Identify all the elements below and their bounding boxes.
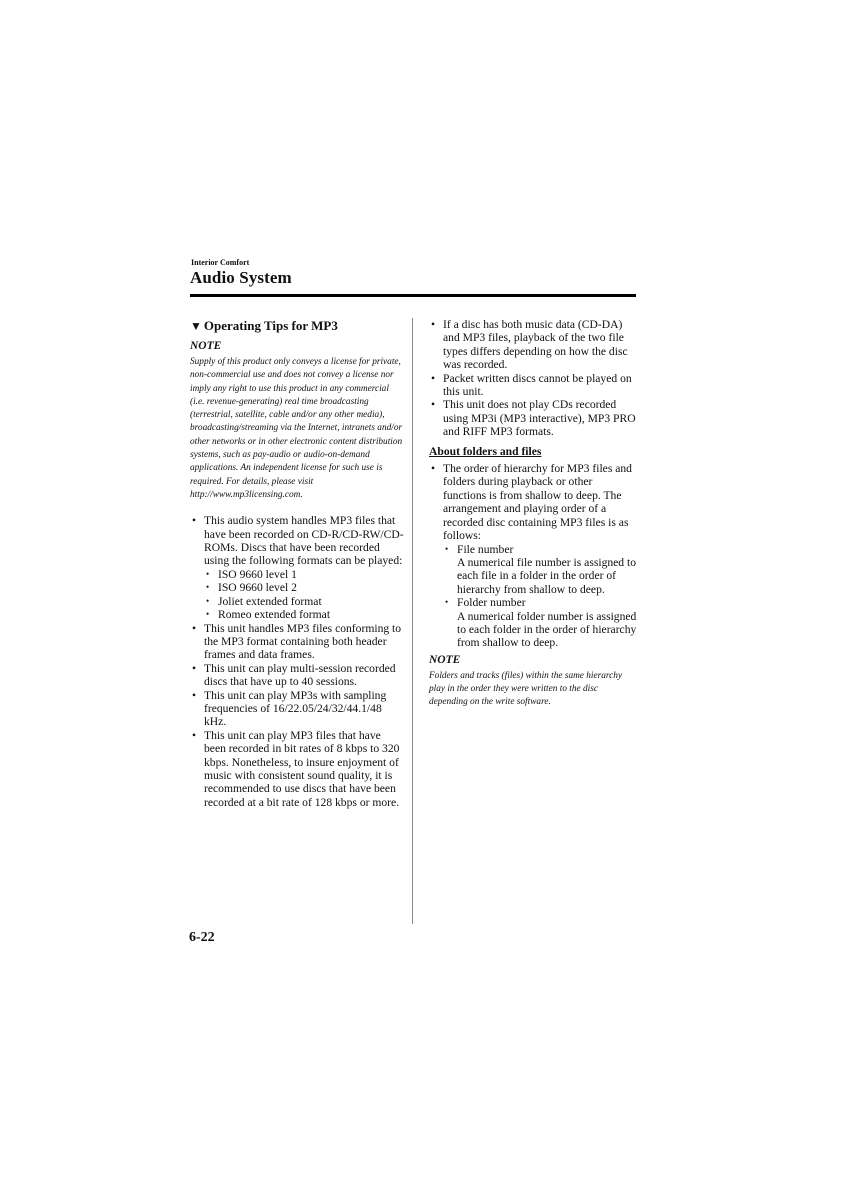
subheading-folders-files: About folders and files xyxy=(429,444,542,458)
list-item: • Packet written discs cannot be played on this unit. xyxy=(429,372,638,399)
note-label: NOTE xyxy=(190,340,222,352)
item-text: A numerical folder number is assigned to each folder in the order of hierarchy from shallow to deep. xyxy=(457,609,637,650)
page-title: Audio System xyxy=(190,268,292,287)
list-item: • Joliet extended format xyxy=(204,595,404,608)
triangle-marker-icon: ▼ xyxy=(190,319,202,333)
list-item: • This unit does not play CDs recorded using MP3i (MP3 interactive), MP3 PRO and RIFF MP3 formats. xyxy=(429,398,638,438)
section-label: Interior Comfort xyxy=(191,258,250,267)
section-heading-text: Operating Tips for MP3 xyxy=(203,318,338,333)
note-label: NOTE xyxy=(429,653,461,666)
list-item: • ISO 9660 level 2 xyxy=(204,581,404,594)
right-column xyxy=(429,318,638,722)
disc-notes-list xyxy=(429,318,638,439)
item-text: A numerical file number is assigned to each file in a folder in the order of hierarchy from shallow to deep. xyxy=(457,555,637,596)
list-item: • This unit handles MP3 files conforming to the MP3 format containing both header frames and data frames. xyxy=(190,622,404,662)
note-text: Folders and tracks (files) within the same hierarchy play in the order they were written to the disc depending on the write software. xyxy=(429,670,623,708)
title-rule xyxy=(190,294,636,297)
section-heading xyxy=(190,318,404,334)
left-column xyxy=(190,318,404,809)
list-item: • Romeo extended format xyxy=(204,608,404,621)
hierarchy-list xyxy=(429,462,638,650)
page-number: 6-22 xyxy=(189,930,215,945)
mp3-tips-list xyxy=(190,514,404,809)
hierarchy-sublist xyxy=(443,543,638,650)
format-list xyxy=(204,568,404,622)
list-item: • This audio system handles MP3 files that have been recorded on CD-R/CD-RW/CD-ROMs. Discs that have been recorded using the following formats can be played: • ISO 9660 level 1 • ISO 9660 level 2 • Joliet extended format • Romeo extended format xyxy=(190,514,404,621)
note-text: Supply of this product only conveys a license for private, non-commercial use and does not convey a license nor imply any right to use this product in any commercial (i.e. revenue-generating) real time broadcasting (terrestrial, satellite, cable and/or any other media), broadcasting/streaming via the Internet, intranets and/or other networks or in other electronic content distribution systems, such as pay-audio or audio-on-demand applications. An independent license for such use is required. For details, please visit http://www.mp3licensing.com. xyxy=(190,357,403,500)
item-title: • Folder number xyxy=(457,596,526,610)
list-item: • This unit can play MP3s with sampling frequencies of 16/22.05/24/32/44.1/48 kHz. xyxy=(190,689,404,729)
list-item: • If a disc has both music data (CD-DA) and MP3 files, playback of the two file types differs depending on how the disc was recorded. xyxy=(429,318,638,372)
list-item xyxy=(443,596,638,650)
list-item xyxy=(443,543,638,597)
item-title: • File number xyxy=(457,542,514,556)
list-item: • This unit can play multi-session recorded discs that have up to 40 sessions. xyxy=(190,662,404,689)
list-item: • This unit can play MP3 files that have been recorded in bit rates of 8 kbps to 320 kbps. Nonetheless, to insure enjoyment of music with consistent sound quality, it is recommended to use discs that have been recorded at a bit rate of 128 kbps or more. xyxy=(190,729,404,809)
column-divider xyxy=(412,318,413,924)
list-item: • ISO 9660 level 1 xyxy=(204,568,404,581)
list-item: • The order of hierarchy for MP3 files and folders during playback or other functions is from shallow to deep. The arrangement and playing order of a recorded disc containing MP3 files is as follows: • File number A numerical file number is assigned to each file in a folder in the order of hierarchy from shallow to deep. • Folder number A numerical folder number is assigned to each folder in the order of hierarchy from shallow to deep. xyxy=(429,462,638,650)
